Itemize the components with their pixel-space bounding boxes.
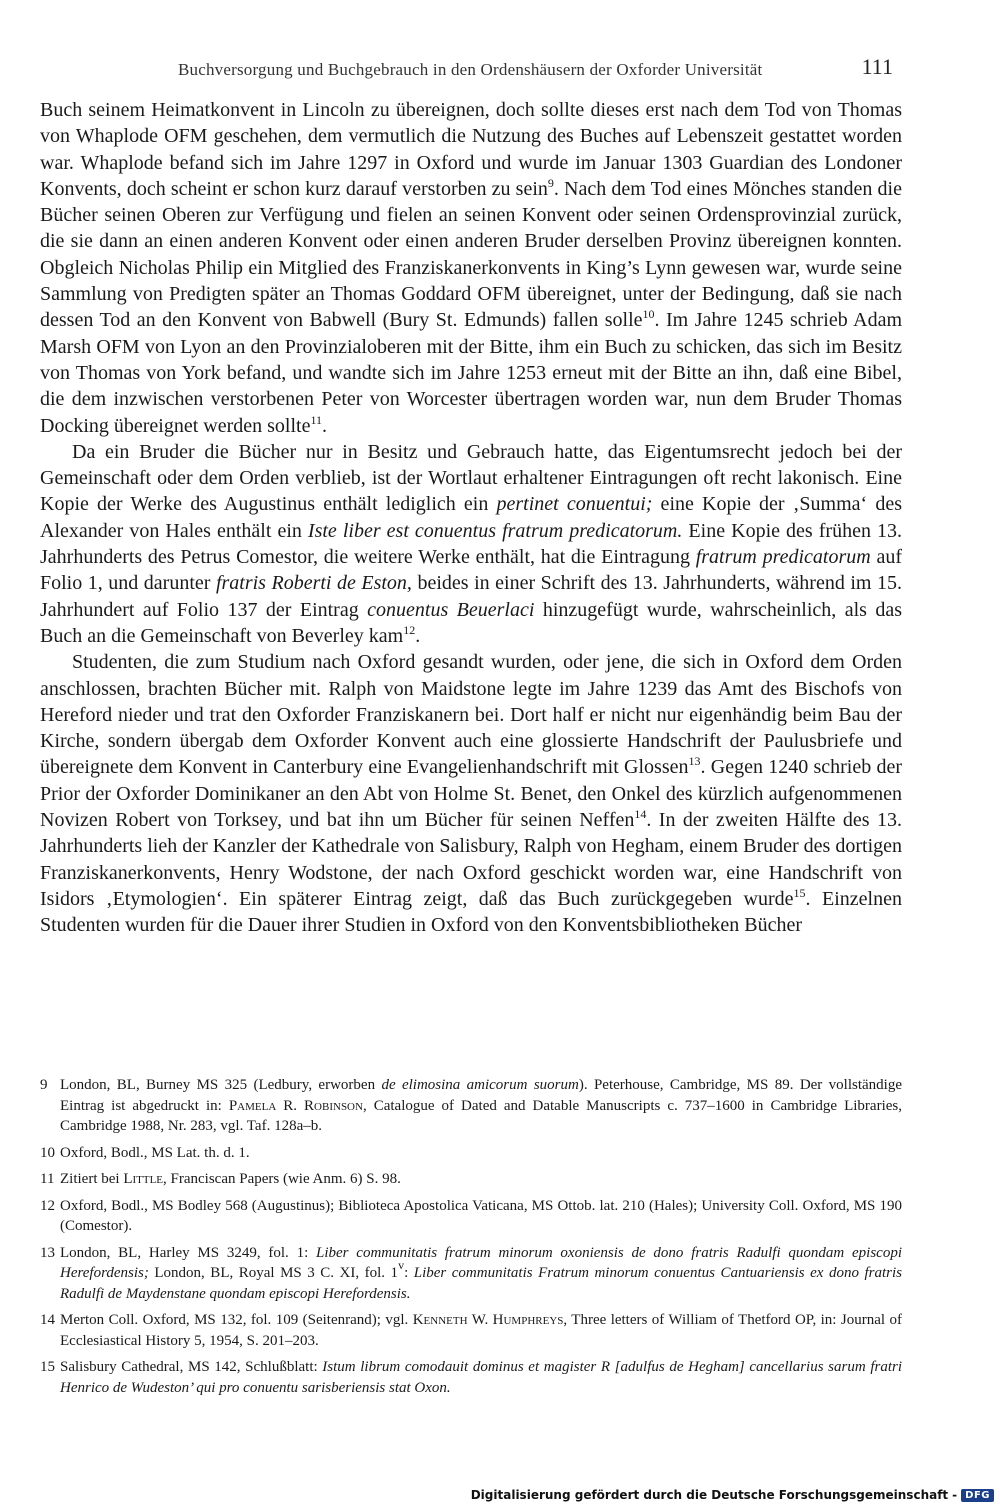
paragraph-2: Da ein Bruder die Bücher nur in Besitz und Gebrauch hatte, das Eigentumsrecht jedoch bei der Gemeinschaft oder dem Orden verblieb, ist der Wortlaut erhaltener Eintragungen oft recht lakonisch. Eine Kopie der Werke des Augustinus enthält lediglich ein pertinet conuentui; eine Kopie der ‚Summa‘ des Alexander von Hales enthält ein Iste liber est conuentus fratrum predicatorum. Eine Kopie des frühen 13. Jahrhunderts des Petrus Comestor, die weitere Werke enthält, hat die Eintragung fratrum predicatorum auf Folio 1, und darunter fratris Roberti de Eston, beides in einer Schrift des 13. Jahrhunderts, während im 15. Jahrhundert auf Folio 137 der Eintrag conuentus Beuerlaci hinzugefügt wurde, wahrscheinlich, als das Buch an die Gemeinschaft von Beverley kam$^{12}$. (40, 440, 903, 647)
footnote-ref-9[interactable]: 9 (547, 176, 554, 191)
author-name: Pamela R. Robinson (228, 1097, 363, 1114)
author-name: Kenneth W. Humphreys (412, 1312, 564, 1328)
footnote-12: 12 Oxford, Bodl., MS Bodley 568 (Augustinus); Biblioteca Apostolica Vaticana, MS Ottob. lat. 210 (Hales); University Coll. Oxford, MS 190 (Comestor). (40, 1197, 902, 1234)
running-title: Buchversorgung und Buchgebrauch in den Ordenshäusern der Oxforder Universität (178, 60, 763, 79)
footnote-13: 13 London, BL, Harley MS 3249, fol. 1: Liber communitatis fratrum minorum oxoniensis de dono fratris Radulfi quondam episcopi Herefordensis; London, BL, Royal MS 3 C. XI, fol. 1$^v$: Liber communitatis Fratrum minorum conuentus Cantuariensis ex dono fratris Radulfi de Maydenstane quondam episcopi Herefordensis. (40, 1244, 903, 1302)
main-text (40, 97, 902, 939)
footnote-14: 14 Merton Coll. Oxford, MS 132, fol. 109 (Seitenrand); vgl. Kenneth W. Humphreys, Three letters of William of Thetford OP, in: Journal of Ecclesiastical History 5, 1954, S. 201–203. (40, 1312, 902, 1349)
footnote-10: 10 Oxford, Bodl., MS Lat. th. d. 1. (40, 1143, 902, 1164)
footnote-number: 9 (40, 1077, 48, 1093)
footnote-number: 10 (40, 1144, 55, 1161)
credit-text: Digitalisierung gefördert durch die Deutsche Forschungsgemeinschaft (470, 1488, 949, 1502)
footnote-ref-14[interactable]: 14 (634, 807, 647, 822)
latin-quote: fratrum predicatorum (695, 546, 871, 569)
page-header (40, 52, 895, 86)
credit-separator: - (952, 1488, 958, 1502)
footnote-number: 13 (40, 1244, 55, 1261)
footnote-number: 14 (40, 1312, 55, 1328)
footnote-ref-11[interactable]: 11 (310, 412, 323, 427)
latin-quote: pertinet conuentui; (496, 493, 653, 516)
footnote-ref-10[interactable]: 10 (642, 307, 655, 322)
dfg-logo-icon: DFG (961, 1489, 994, 1502)
footnotes (40, 1075, 902, 1404)
latin-quote: Iste liber est conuentus fratrum predicatorum. (307, 519, 683, 542)
page-number: 111 (861, 54, 893, 79)
footnote-number: 11 (40, 1171, 55, 1187)
footnote-11: 11 Zitiert bei Little, Franciscan Papers (wie Anm. 6) S. 98. (40, 1169, 902, 1190)
digitization-credit (471, 1488, 994, 1502)
footnote-ref-13[interactable]: 13 (688, 754, 701, 769)
author-name: Little (123, 1171, 164, 1187)
paragraph-3: Studenten, die zum Studium nach Oxford gesandt wurden, oder jene, die sich in Oxford dem Orden anschlossen, brachten Bücher mit. Ralph von Maidstone legte im Jahre 1239 das Amt des Bischofs von Hereford nieder und trat den Oxforder Franziskanern bei. Dort half er nicht nur eigenhändig beim Bau der Kirche, sondern übergab dem Oxforder Konvent auch eine glossierte Handschrift der Paulusbriefe und übereignete dem Konvent in Canterbury eine Evangelienhandschrift mit Glossen$^{13}$. Gegen 1240 schrieb der Prior der Oxforder Dominikaner an den Abt von Holme St. Benet, den Onkel des kürzlich aufgenommenen Novizen Robert von Torksey, und bat ihn um Bücher für seinen Neffen$^{14}$. In der zweiten Hälfte des 13. Jahrhunderts lieh der Kanzler der Kathedrale von Salisbury, Ralph von Hegham, einem Bruder des dortigen Franziskanerkonvents, Henry Wodstone, der nach Oxford geschickt worden war, eine Handschrift von Isidors ‚Etymologien‘. Ein späterer Eintrag zeigt, daß das Buch zurückgegeben wurde$^{15}$. Einzelnen Studenten wurden für die Dauer ihrer Studien in Oxford von den Konventsbibliotheken Bücher (40, 651, 902, 937)
latin-quote: fratris Roberti de Eston, (215, 572, 412, 595)
footnote-15: 15 Salisbury Cathedral, MS 142, Schlußblatt: Istum librum comodauit dominus et magister R [adulfus de Hegham] cancellarius sarum fratri Henrico de Wudeston’ qui pro conuentu sarisberiensis stat Oxon. (40, 1359, 902, 1396)
footnote-number: 12 (40, 1197, 55, 1214)
footnote-ref-15[interactable]: 15 (793, 886, 806, 901)
footnote-ref-12[interactable]: 12 (403, 623, 416, 638)
latin-quote: conuentus Beuerlaci (367, 598, 535, 621)
paragraph-1: Buch seinem Heimatkonvent in Lincoln zu übereignen, doch sollte dieses erst nach dem Tod von Thomas von Whaplode OFM geschehen, dem vermutlich die Nutzung des Buches auf Lebenszeit gestattet worden war. Whaplode befand sich im Jahre 1297 in Oxford und wurde im Januar 1303 Guardian des Londoner Konvents, doch scheint er schon kurz darauf verstorben zu sein$^9$. Nach dem Tod eines Mönches standen die Bücher seinen Oberen zur Verfügung und fielen an seinen Konvent oder seinen Ordensprovinzial zurück, die sie dann an einen anderen Konvent oder einen anderen Bruder derselben Provinz übereignen konnten. Obgleich Nicholas Philip ein Mitglied des Franziskanerkonvents in King’s Lynn gewesen war, wurde seine Sammlung von Predigten später an Thomas Goddard OFM übereignet, unter der Bedingung, daß sie nach dessen Tod an den Konvent von Babwell (Bury St. Edmunds) fallen solle$^{10}$. Im Jahre 1245 schrieb Adam Marsh OFM von Lyon an den Provinzialoberen mit der Bitte, ihm ein Buch zu schicken, das sich im Besitz von Thomas von York befand, und wandte sich im Jahre 1253 erneut mit der Bitte an ihn, daß eine Bibel, die dem inzwischen verstorbenen Peter von Worcester übertragen worden war, nun dem Bruder Thomas Docking übereignet werden sollte$^{11}$. (40, 99, 902, 437)
footnote-9: 9 London, BL, Burney MS 325 (Ledbury, erworben de elimosina amicorum suorum). Peterhouse, Cambridge, MS 89. Der vollständige Eintrag ist abgedruckt in: Pamela R. Robinson, Catalogue of Dated and Datable Manuscripts c. 737–1600 in Cambridge Libraries, Cambridge 1988, Nr. 283, vgl. Taf. 128a–b. (40, 1077, 902, 1134)
footnote-number: 15 (40, 1359, 55, 1375)
